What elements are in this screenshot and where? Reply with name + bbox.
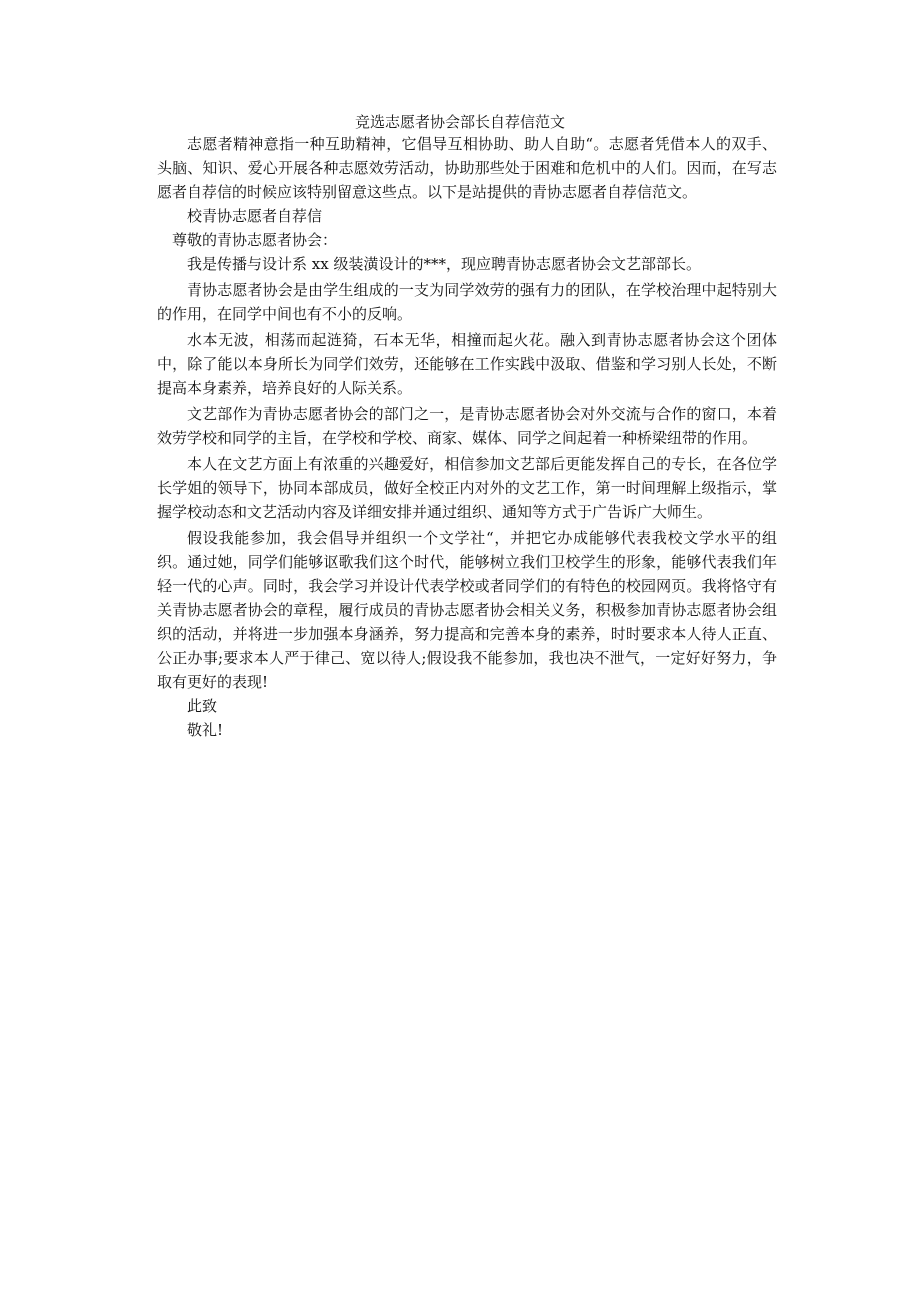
document-body bbox=[157, 132, 777, 742]
intro-paragraph: 志愿者精神意指一种互助精神，它倡导互相协助、助人自助“。志愿者凭借本人的双手、头脑、知识、爱心开展各种志愿效劳活动，协助那些处于困难和危机中的人们。因而，在写志愿者自荐信的时候应该特别留意这些点。以下是站提供的青协志愿者自荐信范文。 bbox=[157, 135, 777, 201]
body-paragraph-4: 文艺部作为青协志愿者协会的部门之一，是青协志愿者协会对外交流与合作的窗口，本着效劳学校和同学的主旨，在学校和学校、商家、媒体、同学之间起着一种桥梁纽带的作用。 bbox=[157, 405, 777, 447]
letter-heading: 校青协志愿者自荐信 bbox=[187, 207, 323, 225]
closing-line-2: 敬礼! bbox=[187, 721, 224, 739]
body-paragraph-6: 假设我能参加，我会倡导并组织一个文学社“，并把它办成能够代表我校文学水平的组织。通过她，同学们能够讴歌我们这个时代，能够树立我们卫校学生的形象，能够代表我们年轻一代的心声。同时，我会学习并设计代表学校或者同学们的有特色的校园网页。我将恪守有关青协志愿者协会的章程，履行成员的青协志愿者协会相关义务，积极参加青协志愿者协会组织的活动，并将进一步加强本身涵养，努力提高和完善本身的素养，时时要求本人待人正直、公正办事;要求本人严于律己、宽以待人;假设我不能参加，我也决不泄气，一定好好努力，争取有更好的表现! bbox=[157, 529, 777, 691]
body-paragraph-3: 水本无波，相荡而起涟猗，石本无华，相撞而起火花。融入到青协志愿者协会这个团体中，除了能以本身所长为同学们效劳，还能够在工作实践中汲取、借鉴和学习别人长处，不断提高本身素养，培养良好的人际关系。 bbox=[157, 331, 777, 397]
body-paragraph-1: 我是传播与设计系 xx 级装潢设计的***，现应聘青协志愿者协会文艺部部长。 bbox=[187, 255, 701, 273]
closing-line-1: 此致 bbox=[187, 697, 218, 715]
body-paragraph-2: 青协志愿者协会是由学生组成的一支为同学效劳的强有力的团队，在学校治理中起特别大的作用，在同学中间也有不小的反响。 bbox=[157, 281, 777, 323]
body-paragraph-5: 本人在文艺方面上有浓重的兴趣爱好，相信参加文艺部后更能发挥自己的专长，在各位学长学姐的领导下，协同本部成员，做好全校正内对外的文艺工作，第一时间理解上级指示，掌握学校动态和文艺活动内容及详细安排并通过组织、通知等方式于广告诉广大师生。 bbox=[157, 455, 777, 521]
salutation: 尊敬的青协志愿者协会： bbox=[172, 231, 338, 249]
document-title: 竞选志愿者协会部长自荐信范文 bbox=[354, 113, 565, 131]
